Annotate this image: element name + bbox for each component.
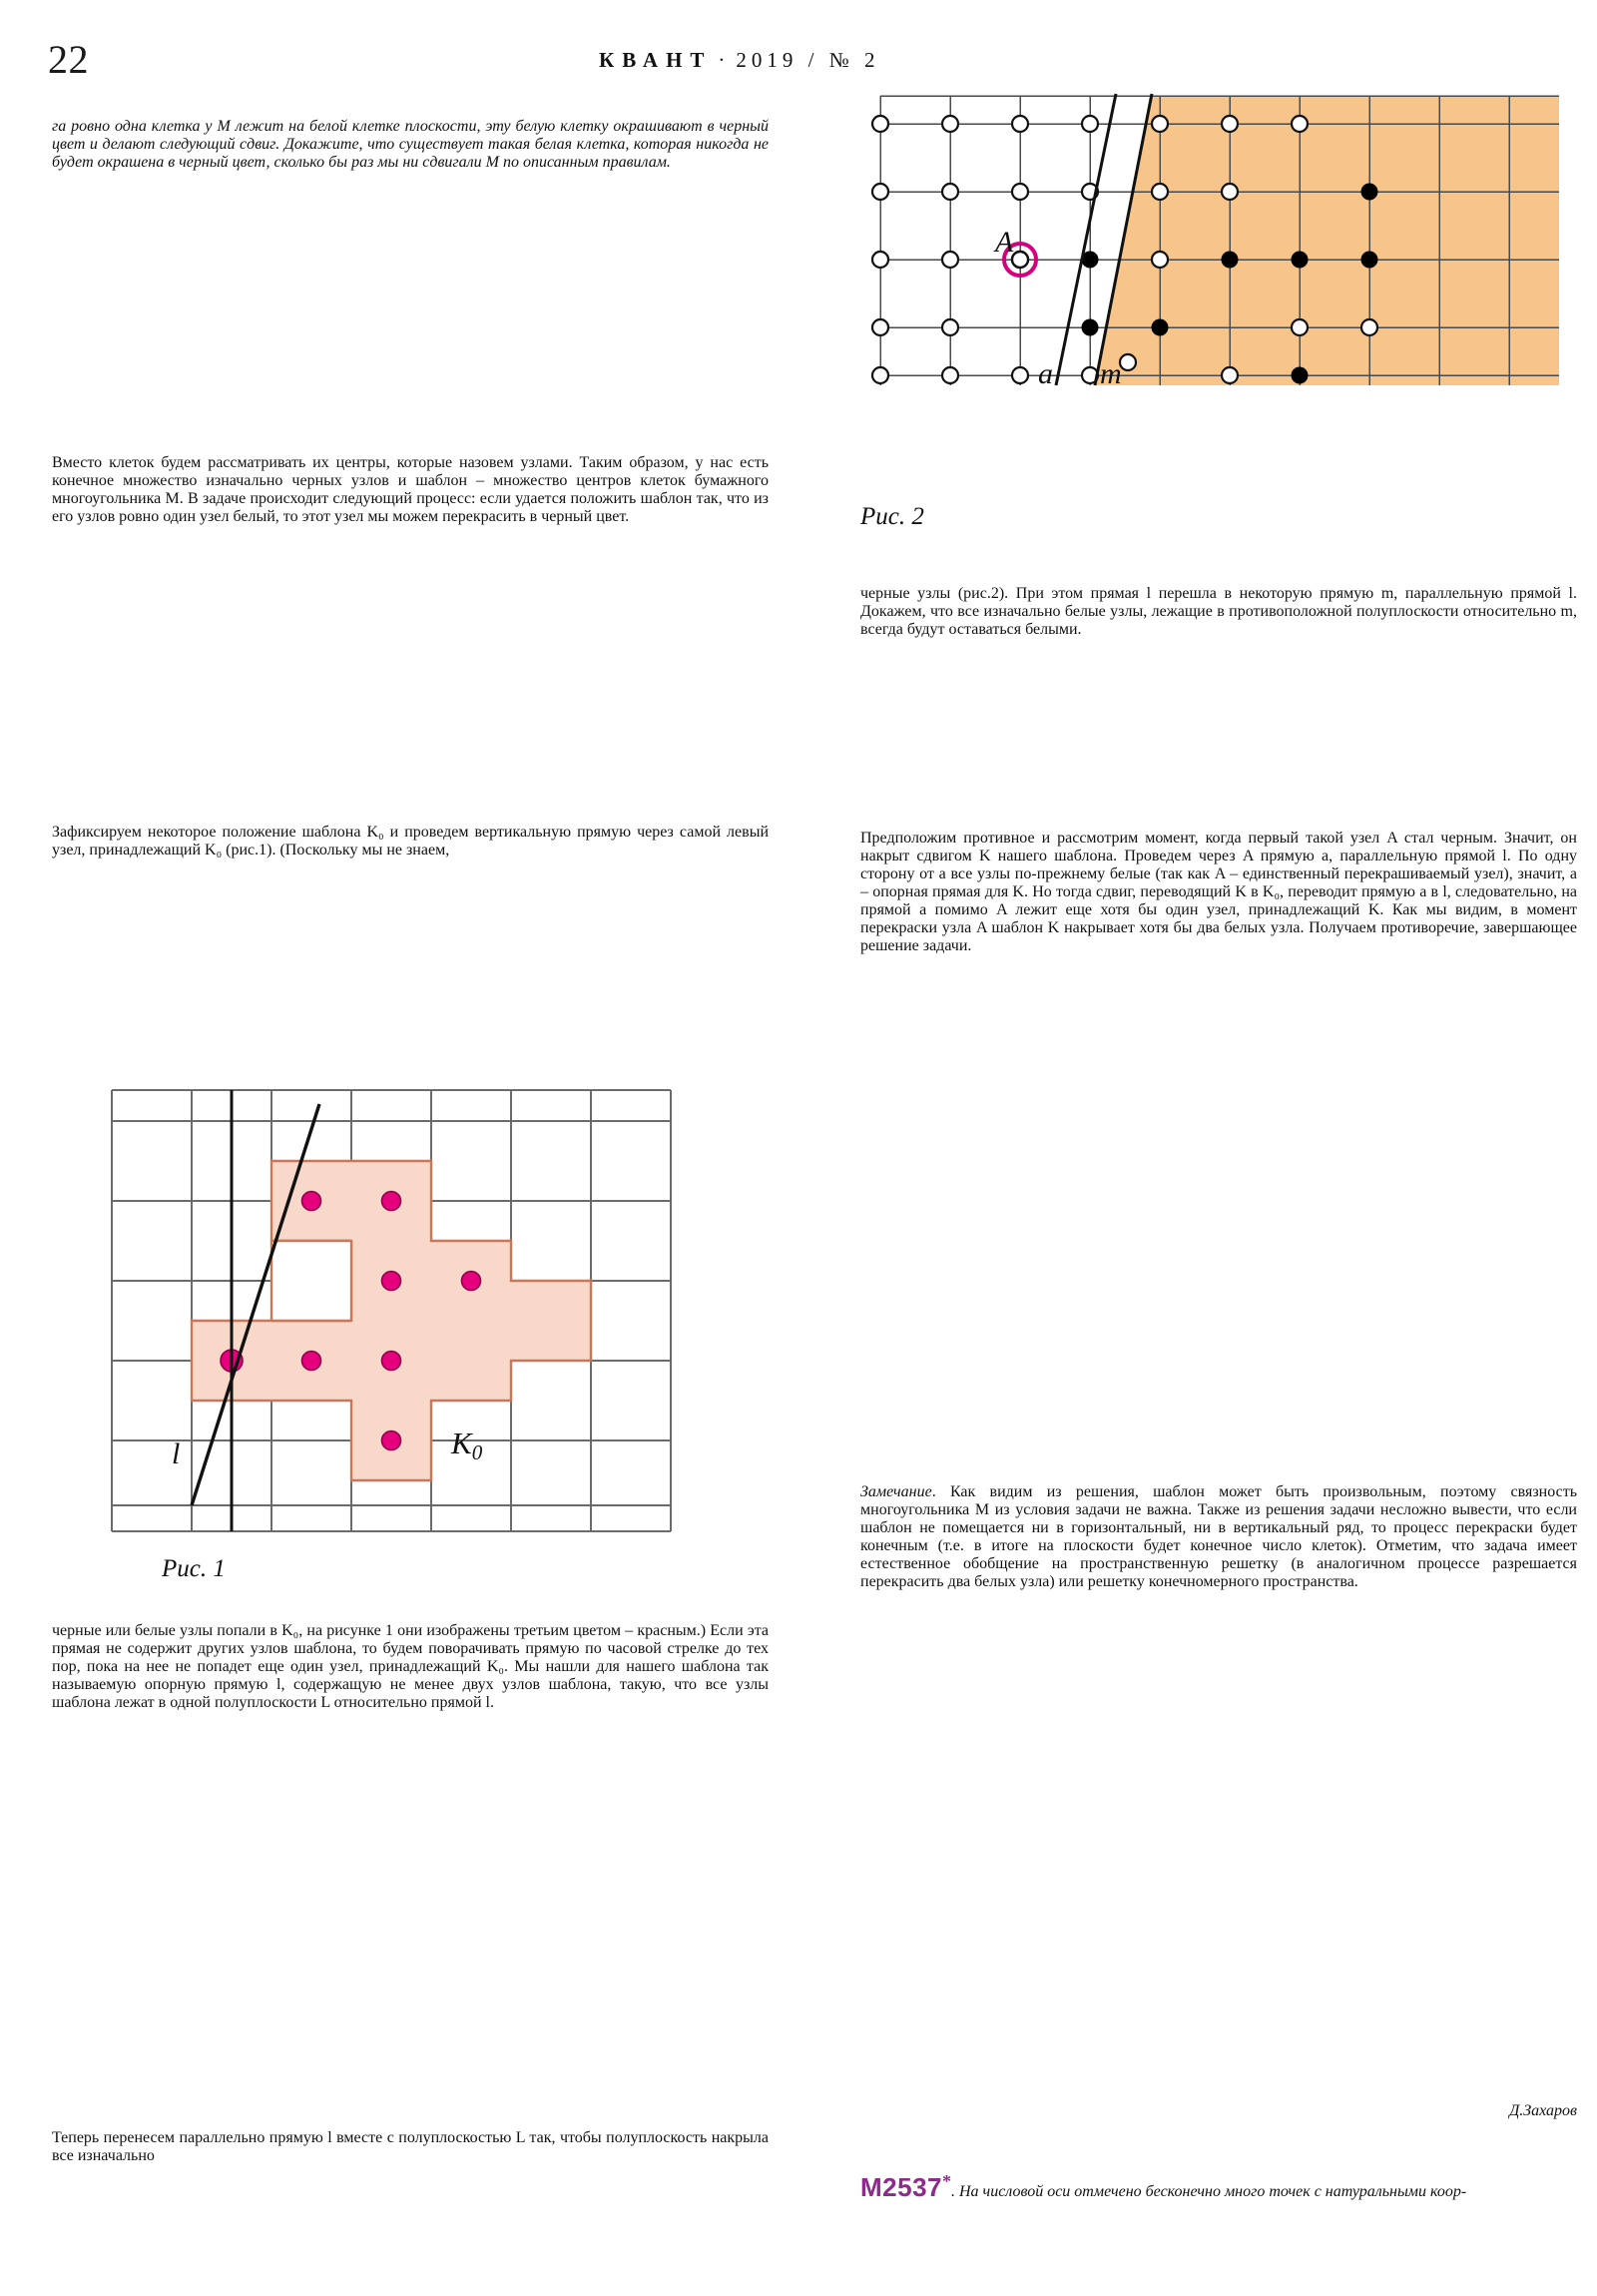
left-column-para-1 — [52, 454, 769, 526]
paragraph-text: Теперь перенесем параллельно прямую l вместе с полуплоскостью L так, чтобы полуплоскость накрыла все изначально — [52, 2129, 769, 2164]
right-column-para-2 — [860, 830, 1577, 955]
problem-tail-text: га ровно одна клетка у M лежит на белой клетке плоскости, эту белую клетку окрашивают в черный цвет и делают следующий сдвиг. Докажите, что существует такая белая клетка, которая никогда не будет окрашена в черный цвет, сколько бы раз мы ни сдвигали M по описанным правилам. — [52, 118, 769, 171]
problem-id: M2537 — [860, 2172, 942, 2202]
author-signature-block — [860, 2080, 1577, 2120]
next-problem-text: . На числовой оси отмечено бесконечно много точек с натуральными коор- — [951, 2183, 1467, 2200]
figure-1-canvas — [52, 1086, 751, 1555]
figure-1 — [52, 1086, 769, 1605]
figure-2-canvas — [860, 86, 1559, 505]
page-header — [0, 28, 1597, 82]
figure-1-label-l: l — [172, 1437, 181, 1470]
remark-body: . Как видим из решения, шаблон может быть произвольным, поэтому связность многоугольника M из условия задачи не важна. Также из решения задачи несложно вывести, что если шаблон не помещается ни в горизонтальный, ни в вертикальный ряд, то процесс перекраски будет конечным (т.е. в итоге на плоскости будет конечное число клеток). Отметим, что задача имеет естественное обобщение на пространственную решетку (в аналогичном процессе разрешается перекрасить два белых узла) или решетку конечномерного пространства. — [860, 1483, 1577, 1590]
figure-1-caption: Рис. 1 — [162, 1555, 226, 1582]
remark-label: Замечание — [860, 1483, 932, 1500]
paragraph-text: Вместо клеток будем рассматривать их центры, которые назовем узлами. Таким образом, у нас есть конечное множество изначально черных узлов и шаблон – множество центров клеток бумажного многоугольника M. В задаче происходит следующий процесс: если удается положить шаблон так, что из его узлов ровно один узел белый, то этот узел мы можем перекрасить в черный цвет. — [52, 454, 769, 525]
figure-2-caption: Рис. 2 — [860, 503, 924, 530]
right-column-para-1 — [860, 585, 1577, 639]
left-column-problem-tail — [52, 118, 769, 172]
issue-label: 2019 / № 2 — [736, 48, 880, 72]
figure-1-label-template: $K_0$ — [451, 1426, 483, 1464]
figure-2 — [860, 86, 1559, 555]
header-separator: · — [718, 48, 731, 72]
figure-2-label-m: m — [1100, 357, 1122, 390]
left-column-para-4 — [52, 2129, 769, 2165]
paragraph-text: черные узлы (рис.2). При этом прямая l перешла в некоторую прямую m, параллельную прямой l. Докажем, что все изначально белые узлы, лежащие в противоположной полуплоскости относительно m, всегда будут оставаться белыми. — [860, 585, 1577, 638]
paragraph-text: черные или белые узлы попали в K₀, на рисунке 1 они изображены третьим цветом – красным.) Если эта прямая не содержит других узлов шаблона, то будем поворачивать прямую по часовой стрелке до тех пор, пока на нее не попадет еще один узел, принадлежащий K₀. Мы нашли для нашего шаблона так называемую опорную прямую l, содержащую не менее двух узлов шаблона, такую, что все узлы шаблона лежат в одной полуплоскости L относительно прямой l. — [52, 1622, 769, 1711]
right-column-remark — [860, 1483, 1577, 1591]
next-problem-block — [860, 2171, 1577, 2203]
paragraph-text: Предположим противное и рассмотрим момент, когда первый такой узел A стал черным. Значит, он накрыт сдвигом K нашего шаблона. Проведем через A прямую a, параллельную прямой l. По одну сторону от a все узлы по-прежнему белые (так как A – единственный перекрашиваемый узел), значит, a – опорная прямая для K. Но тогда сдвиг, переводящий K в K₀, переводит прямую a в l, следовательно, на прямой a помимо A лежит еще хотя бы один узел, принадлежащий K. Как мы видим, в момент перекраски узла A шаблон K накрывает хотя бы два белых узла. Получаем противоречие, завершающее решение задачи. — [860, 830, 1578, 954]
page-number: 22 — [48, 37, 89, 82]
figure-2-label-a: a — [1038, 357, 1053, 390]
next-problem-paragraph — [860, 2171, 1577, 2203]
figure-2-label-A: A — [995, 226, 1014, 259]
problem-star: * — [942, 2171, 951, 2191]
left-column-para-3 — [52, 1622, 769, 1712]
running-head — [599, 48, 1098, 73]
journal-title: КВАНТ — [599, 48, 713, 72]
figure-2-shaded-halfplane — [1095, 96, 1559, 385]
left-column-para-2 — [52, 824, 769, 860]
remark-paragraph — [860, 1483, 1577, 1591]
author-signature: Д.Захаров — [1509, 2102, 1577, 2119]
paragraph-text: Зафиксируем некоторое положение шаблона K₀ и проведем вертикальную прямую через самой левый узел, принадлежащий K₀ (рис.1). (Поскольку мы не знаем, — [52, 824, 769, 859]
